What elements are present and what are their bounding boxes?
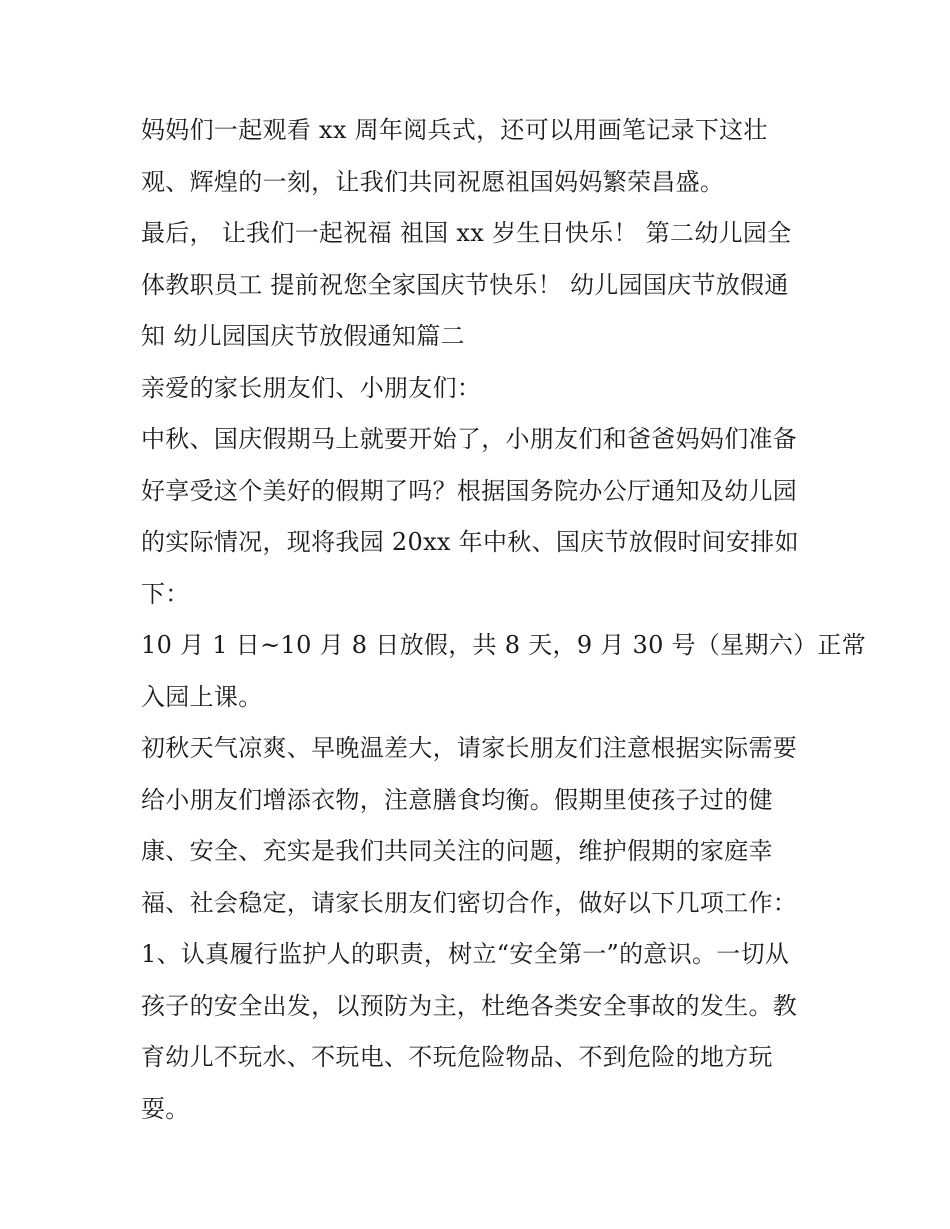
text-line: 给小朋友们增添衣物，注意膳食均衡。假期里使孩子过的健 — [141, 785, 773, 814]
document-body — [141, 105, 867, 1135]
text-line: 耍。 — [141, 1094, 190, 1123]
text-line: 好享受这个美好的假期了吗？根据国务院办公厅通知及幼儿园 — [141, 476, 798, 505]
text-line: 下： — [141, 579, 190, 608]
text-line: 知 幼儿园国庆节放假通知篇二 — [141, 322, 465, 350]
text-line: 中秋、国庆假期马上就要开始了，小朋友们和爸爸妈妈们准备 — [141, 425, 798, 453]
text-line: 妈妈们一起观看 xx 周年阅兵式，还可以用画笔记录下这壮 — [141, 116, 768, 144]
text-line: 的实际情况，现将我园 20xx 年中秋、国庆节放假时间安排如 — [141, 528, 799, 556]
text-line: 初秋天气凉爽、早晚温差大，请家长朋友们注意根据实际需要 — [141, 734, 798, 762]
text-line: 康、安全、充实是我们共同关注的问题，维护假期的家庭幸 — [141, 837, 773, 865]
text-line: 入园上课。 — [141, 682, 263, 711]
text-line: 亲爱的家长朋友们、小朋友们： — [141, 373, 482, 402]
text-line: 育幼儿不玩水、不玩电、不玩危险物品、不到危险的地方玩 — [141, 1043, 773, 1071]
text-line: 福、社会稳定，请家长朋友们密切合作，做好以下几项工作： — [141, 888, 798, 917]
text-line: 10 月 1 日~10 月 8 日放假，共 8 天，9 月 30 号（星期六）正常 — [141, 631, 867, 659]
text-line: 观、辉煌的一刻，让我们共同祝愿祖国妈妈繁荣昌盛。 — [141, 167, 725, 196]
text-line: 孩子的安全出发，以预防为主，杜绝各类安全事故的发生。教 — [141, 991, 798, 1020]
text-line: 1、认真履行监护人的职责，树立“安全第一”的意识。一切从 — [141, 940, 790, 968]
text-line: 最后， 让我们一起祝福 祖国 xx 岁生日快乐！ 第二幼儿园全 — [141, 219, 792, 247]
text-line: 体教职员工 提前祝您全家国庆节快乐！ 幼儿园国庆节放假通 — [141, 270, 789, 299]
